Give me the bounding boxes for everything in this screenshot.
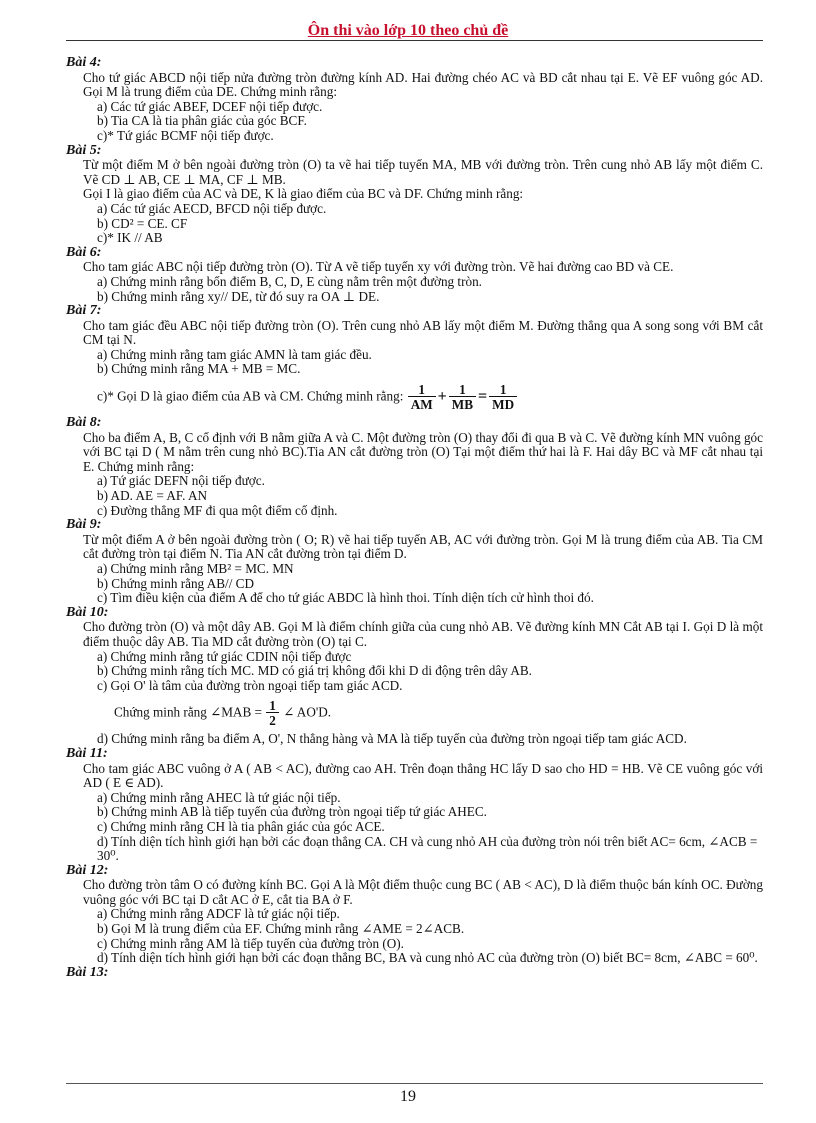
exercise-subquestion: b) AD. AE = AF. AN xyxy=(97,488,208,504)
fraction-numerator: 1 xyxy=(499,382,507,398)
exercise-subquestion: c) Chứng minh rằng AM là tiếp tuyến của đường tròn (O). xyxy=(97,935,404,951)
exercise-block xyxy=(66,966,763,981)
exercise-title: Bài 8: xyxy=(66,415,102,431)
fraction-equation-line xyxy=(97,383,763,412)
exercise-title: Bài 6: xyxy=(66,244,102,260)
fraction xyxy=(449,383,476,412)
equation-suffix: ∠ AO'D. xyxy=(283,704,332,720)
exercise-subquestion-c: c)* Gọi D là giao điểm của AB và CM. Chứng minh rằng: xyxy=(97,388,404,404)
exercise-statement: Cho ba điểm A, B, C cố định với B nằm giữa A và C. Một đường tròn (O) thay đổi đi qua B và C. Vẽ đường kính MN vuông góc với BC tại D ( M nằm trên cung nhỏ BC).Tia AN cắt đường tròn (O) Tại một điểm thứ hai là F. Hai dây BC và MF cắt nhau tại E. Chứng minh rằng: xyxy=(83,429,763,474)
exercise-title: Bài 4: xyxy=(66,55,102,70)
exercise-statement: Cho tứ giác ABCD nội tiếp nửa đường tròn đường kính AD. Hai đường chéo AC và BD cắt nhau tại E. Vẽ EF vuông góc AD. Gọi M là trung điểm của DE. Chứng minh rằng: xyxy=(83,69,763,100)
fraction xyxy=(408,383,436,412)
exercise-statement: Cho tam giác ABC nội tiếp đường tròn (O). Từ A vẽ tiếp tuyến xy với đường tròn. Vẽ hai đường cao BD và CE. xyxy=(83,259,674,275)
exercise-subquestion: a) Tứ giác DEFN nội tiếp được. xyxy=(97,473,265,489)
exercise-subquestion: b) Chứng minh rằng tích MC. MD có giá trị không đổi khi D di động trên dây AB. xyxy=(97,663,532,679)
exercise-subquestion: b) Chứng minh rằng AB// CD xyxy=(97,575,254,591)
exercise-subquestion: b) CD² = CE. CF xyxy=(97,215,188,231)
exercise-subquestion: c)* IK // AB xyxy=(97,230,163,246)
exercise-subquestion: a) Chứng minh rằng bốn điểm B, C, D, E cùng nằm trên một đường tròn. xyxy=(97,273,482,289)
exercise-title: Bài 11: xyxy=(66,745,108,761)
exercise-title: Bài 13: xyxy=(66,964,109,980)
exercise-statement: Từ một điểm M ở bên ngoài đường tròn (O) ta vẽ hai tiếp tuyến MA, MB với đường tròn. Trên cung nhỏ AB lấy một điểm C. Vẽ CD ⊥ AB, CE ⊥ MA, CF ⊥ MB. xyxy=(83,157,763,187)
plus-sign: + xyxy=(437,388,447,406)
header-divider xyxy=(66,40,763,41)
page-header-title: Ôn thi vào lớp 10 theo chủ đề xyxy=(307,22,509,39)
exercise-subquestion: b) Chứng minh rằng xy// DE, từ đó suy ra OA ⊥ DE. xyxy=(97,288,380,304)
exercise-subquestion: b) Tia CA là tia phân giác của góc BCF. xyxy=(97,113,307,129)
exercise-block xyxy=(66,518,763,606)
exercise-block xyxy=(66,304,763,412)
fraction-numerator: 1 xyxy=(459,382,466,398)
exercise-block xyxy=(66,606,763,747)
exercise-statement: Cho tam giác đều ABC nội tiếp đường tròn (O). Trên cung nhỏ AB lấy một điểm M. Đường thẳng qua A song song với BM cắt CM tại N. xyxy=(83,317,763,348)
footer-divider xyxy=(66,1083,763,1084)
exercise-subquestion: d) Tính diện tích hình giới hạn bởi các đoạn thẳng BC, BA và cung nhỏ AC của đường tròn (O) biết BC= 8cm, ∠ABC = 60⁰. xyxy=(97,950,758,966)
fraction-denominator: 2 xyxy=(266,712,279,728)
exercise-subquestion: a) Chứng minh rằng tam giác AMN là tam giác đều. xyxy=(97,346,372,362)
exercise-title: Bài 9: xyxy=(66,517,102,533)
exercise-subquestion: a) Các tứ giác ABEF, DCEF nội tiếp được. xyxy=(97,98,323,114)
fraction-numerator: 1 xyxy=(418,382,425,398)
page-number: 19 xyxy=(400,1088,416,1105)
exercise-subquestion: a) Các tứ giác AECD, BFCD nội tiếp được. xyxy=(97,200,327,216)
exercise-subquestion: c) Gọi O' là tâm của đường tròn ngoại tiếp tam giác ACD. xyxy=(97,677,403,693)
exercise-subquestion: b) Gọi M là trung điểm của EF. Chứng minh rằng ∠AME = 2∠ACB. xyxy=(97,921,465,937)
exercise-subquestion: b) Chứng minh AB là tiếp tuyến của đường tròn ngoại tiếp tứ giác AHEC. xyxy=(97,804,487,820)
fraction-denominator: AM xyxy=(408,396,436,412)
half-fraction xyxy=(266,699,279,728)
exercise-block xyxy=(66,416,763,518)
exercise-title: Bài 7: xyxy=(66,303,102,319)
fraction-denominator: MB xyxy=(449,396,476,412)
exercise-subquestion: c) Tìm điều kiện của điểm A để cho tứ giác ABDC là hình thoi. Tính diện tích cử hình thoi đó. xyxy=(97,590,594,606)
fraction xyxy=(489,383,517,412)
exercise-subquestion: a) Chứng minh rằng tứ giác CDIN nội tiếp được xyxy=(97,648,352,664)
exercise-subquestion: c)* Tứ giác BCMF nội tiếp được. xyxy=(97,127,274,143)
exercise-statement: Cho đường tròn tâm O có đường kính BC. Gọi A là Một điểm thuộc cung BC ( AB < AC), D là điểm thuộc bán kính OC. Đường vuông góc với BC tại D cắt AC ở E, cắt tia BA ở F. xyxy=(83,877,763,907)
exercise-subquestion: d) Chứng minh rằng ba điểm A, O', N thẳng hàng và MA là tiếp tuyến của đường tròn ngoại tiếp tam giác ACD. xyxy=(97,731,687,747)
exercise-subquestion: a) Chứng minh rằng AHEC là tứ giác nội tiếp. xyxy=(97,789,341,805)
exercise-statement: Cho đường tròn (O) và một dây AB. Gọi M là điểm chính giữa của cung nhỏ AB. Vẽ đường kính MN Cắt AB tại I. Gọi D là một điểm thuộc dây AB. Tia MD cắt đường tròn (O) tại C. xyxy=(83,619,763,649)
exercise-block xyxy=(66,747,763,864)
exercise-subquestion: a) Chứng minh rằng ADCF là tứ giác nội tiếp. xyxy=(97,906,340,922)
exercise-subquestion: b) Chứng minh rằng MA + MB = MC. xyxy=(97,361,301,377)
exercise-block xyxy=(66,144,763,246)
exercise-block xyxy=(66,246,763,304)
exercise-statement: Cho tam giác ABC vuông ở A ( AB < AC), đường cao AH. Trên đoạn thẳng HC lấy D sao cho HD = HB. Vẽ CE vuông góc với AD ( E ∈ AD). xyxy=(83,760,763,791)
exercise-statement: Gọi I là giao điểm của AC và DE, K là giao điểm của BC và DF. Chứng minh rằng: xyxy=(83,186,524,202)
angle-equation-line xyxy=(114,699,763,728)
exercise-title: Bài 5: xyxy=(66,142,102,158)
exercise-block xyxy=(66,864,763,966)
exercise-title: Bài 12: xyxy=(66,862,109,878)
exercise-list xyxy=(66,56,763,980)
equals-sign: = xyxy=(478,388,488,406)
exercise-subquestion: c) Chứng minh rằng CH là tia phân giác của góc ACE. xyxy=(97,818,385,834)
exercise-subquestion: c) Đường thẳng MF đi qua một điểm cố định. xyxy=(97,502,338,518)
equation-prefix: Chứng minh rằng ∠MAB = xyxy=(114,704,262,720)
exercise-title: Bài 10: xyxy=(66,604,109,620)
fraction-denominator: MD xyxy=(489,396,517,412)
exercise-subquestion: a) Chứng minh rằng MB² = MC. MN xyxy=(97,561,294,576)
exercise-block xyxy=(66,56,763,144)
exercise-statement: Từ một điểm A ở bên ngoài đường tròn ( O; R) vẽ hai tiếp tuyến AB, AC với đường tròn. Gọi M là trung điểm của AB. Tia CM cắt đường tròn tại điểm N. Tia AN cắt đường tròn tại điểm D. xyxy=(83,531,763,562)
exercise-subquestion: d) Tính diện tích hình giới hạn bởi các đoạn thẳng CA. CH và cung nhỏ AH của đường tròn nói trên biết AC= 6cm, ∠ACB = 30⁰. xyxy=(97,833,758,864)
fraction-numerator: 1 xyxy=(269,698,276,714)
